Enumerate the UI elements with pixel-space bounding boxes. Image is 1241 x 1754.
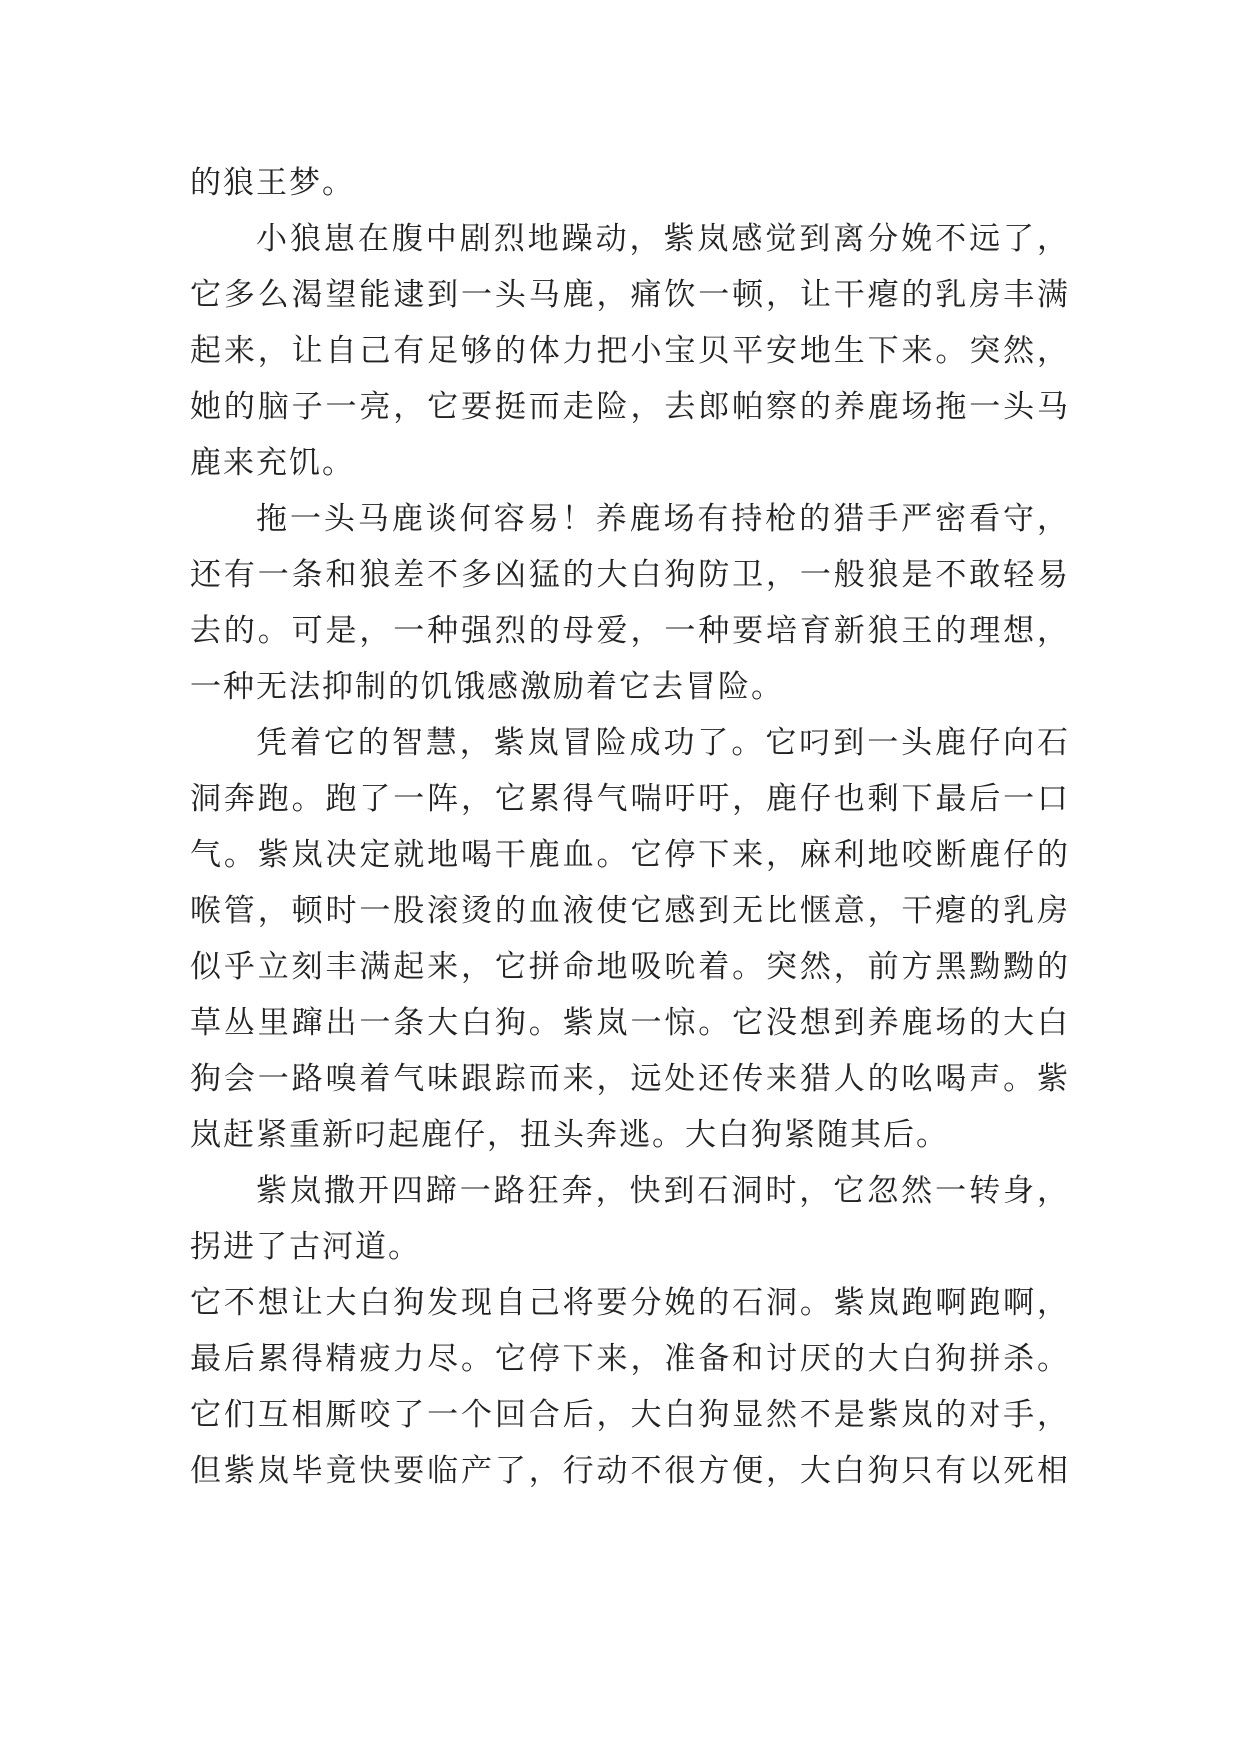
text-line: 它们互相厮咬了一个回合后，大白狗显然不是紫岚的对手， <box>190 1397 1070 1433</box>
text-line: 它多么渴望能逮到一头马鹿，痛饮一顿，让干瘪的乳房丰满 <box>190 277 1070 313</box>
text-line: 的狼王梦。 <box>190 165 355 201</box>
text-line: 它不想让大白狗发现自己将要分娩的石洞。紫岚跑啊跑啊， <box>190 1285 1070 1321</box>
text-line: 但紫岚毕竟快要临产了，行动不很方便，大白狗只有以死相 <box>190 1453 1070 1489</box>
text-line: 狗会一路嗅着气味跟踪而来，远处还传来猎人的吆喝声。紫 <box>190 1061 1070 1097</box>
text-line: 还有一条和狼差不多凶猛的大白狗防卫，一般狼是不敢轻易 <box>190 557 1070 593</box>
text-line: 去的。可是，一种强烈的母爱，一种要培育新狼王的理想， <box>190 613 1070 649</box>
text-line: 喉管，顿时一股滚烫的血液使它感到无比惬意，干瘪的乳房 <box>190 893 1070 929</box>
text-line: 起来，让自己有足够的体力把小宝贝平安地生下来。突然， <box>190 333 1070 369</box>
text-line: 洞奔跑。跑了一阵，它累得气喘吁吁，鹿仔也剩下最后一口 <box>190 781 1070 817</box>
text-line: 草丛里蹿出一条大白狗。紫岚一惊。它没想到养鹿场的大白 <box>190 1005 1070 1041</box>
story-text <box>190 155 1070 1499</box>
text-line: 一种无法抑制的饥饿感激励着它去冒险。 <box>190 669 784 705</box>
text-line: 小狼崽在腹中剧烈地躁动，紫岚感觉到离分娩不远了， <box>256 221 1070 257</box>
text-line: 鹿来充饥。 <box>190 445 355 481</box>
text-line: 凭着它的智慧，紫岚冒险成功了。它叼到一头鹿仔向石 <box>256 725 1070 761</box>
text-line: 拖一头马鹿谈何容易！养鹿场有持枪的猎手严密看守， <box>256 501 1070 537</box>
text-line: 她的脑子一亮，它要挺而走险，去郎帕察的养鹿场拖一头马 <box>190 389 1070 425</box>
text-line: 气。紫岚决定就地喝干鹿血。它停下来，麻利地咬断鹿仔的 <box>190 837 1070 873</box>
text-line: 拐进了古河道。 <box>190 1229 421 1265</box>
text-line: 紫岚撒开四蹄一路狂奔，快到石洞时，它忽然一转身， <box>256 1173 1070 1209</box>
text-line: 岚赶紧重新叼起鹿仔，扭头奔逃。大白狗紧随其后。 <box>190 1117 949 1153</box>
text-line: 似乎立刻丰满起来，它拼命地吸吮着。突然，前方黑黝黝的 <box>190 949 1070 985</box>
text-line: 最后累得精疲力尽。它停下来，准备和讨厌的大白狗拼杀。 <box>190 1341 1070 1377</box>
